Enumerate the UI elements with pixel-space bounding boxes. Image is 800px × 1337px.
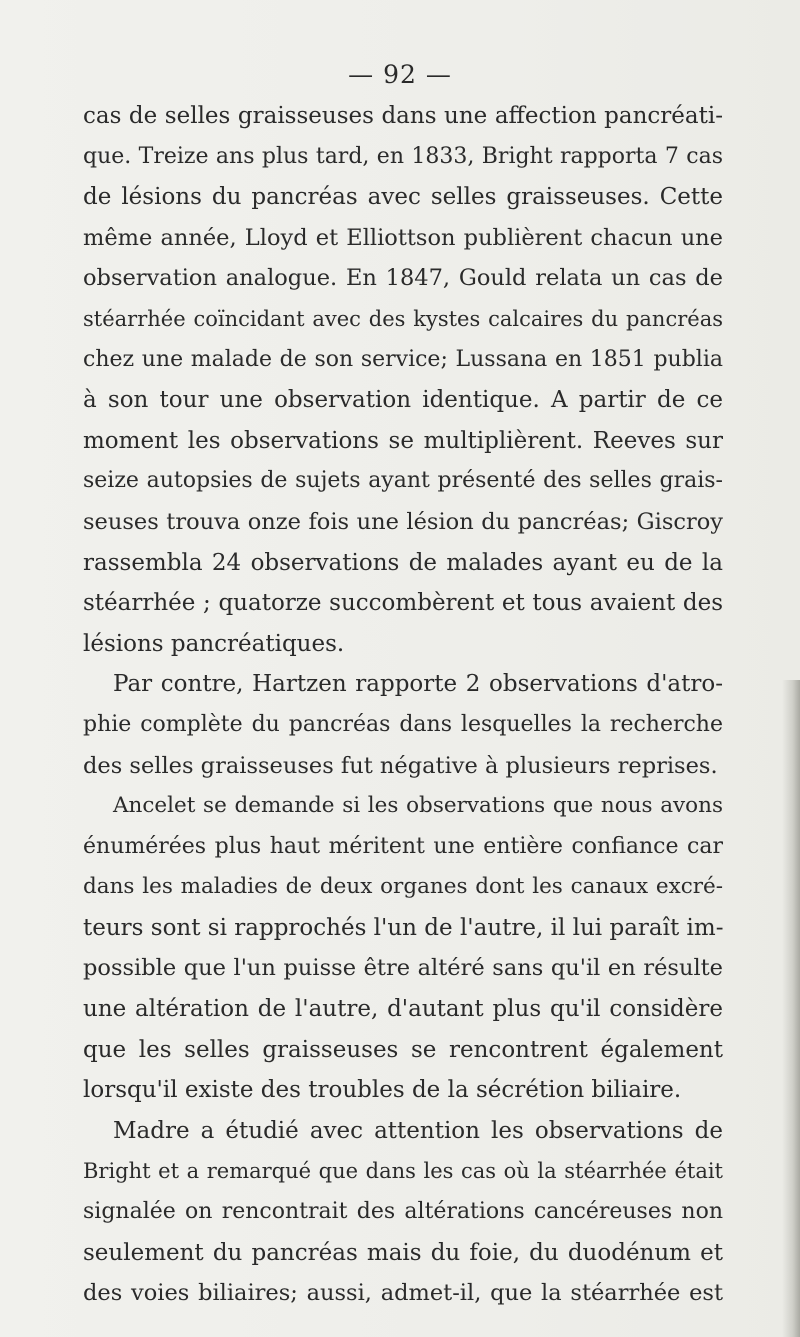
text-line: Par contre, Hartzen rapporte 2 observations d'atro-	[113, 671, 723, 698]
text-line: chez une malade de son service; Lussana en 1851 publia	[83, 346, 723, 372]
text-line: que. Treize ans plus tard, en 1833, Bright rapporta 7 cas	[83, 143, 723, 169]
text-line: que les selles graisseuses se rencontrent également	[83, 1036, 723, 1063]
text-line: moment les observations se multiplièrent. Reeves sur	[83, 427, 723, 454]
paragraph-1	[83, 96, 723, 664]
text-line: stéarrhée ; quatorze succombèrent et tous avaient des	[83, 590, 723, 617]
text-line: teurs sont si rapprochés l'un de l'autre, il lui paraît im-	[83, 914, 723, 941]
text-line: Madre a étudié avec attention les observations de	[113, 1117, 723, 1144]
text-line: dans les maladies de deux organes dont les canaux excré-	[83, 874, 723, 900]
text-line: des selles graisseuses fut négative à plusieurs reprises.	[83, 752, 718, 779]
text-line: stéarrhée coïncidant avec des kystes calcaires du pancréas	[83, 306, 723, 331]
text-line: phie complète du pancréas dans lesquelles la recherche	[83, 711, 723, 737]
page-number: — 92 —	[348, 60, 452, 89]
text-line: Bright et a remarqué que dans les cas où la stéarrhée était	[83, 1159, 723, 1184]
page-edge-shadow	[782, 680, 800, 1337]
paragraph-2	[83, 664, 723, 786]
paragraph-4	[83, 1111, 723, 1314]
text-line: rassembla 24 observations de malades ayant eu de la	[83, 549, 723, 576]
text-line: Ancelet se demande si les observations que nous avons	[113, 793, 723, 819]
text-line: seuses trouva onze fois une lésion du pancréas; Giscroy	[83, 508, 723, 535]
text-line: lorsqu'il existe des troubles de la sécrétion biliaire.	[83, 1077, 682, 1104]
text-line: lésions pancréatiques.	[83, 630, 345, 657]
text-line: signalée on rencontrait des altérations cancéreuses non	[83, 1199, 723, 1225]
text-line: une altération de l'autre, d'autant plus qu'il considère	[83, 996, 723, 1023]
text-line: des voies biliaires; aussi, admet-il, que la stéarrhée est	[83, 1280, 723, 1307]
text-line: à son tour une observation identique. A partir de ce	[83, 387, 723, 414]
paragraph-3	[83, 786, 723, 1111]
text-line: de lésions du pancréas avec selles graisseuses. Cette	[83, 184, 723, 211]
text-line: possible que l'un puisse être altéré sans qu'il en résulte	[83, 955, 723, 982]
text-line: seize autopsies de sujets ayant présenté des selles grais-	[83, 468, 723, 494]
text-line: énumérées plus haut méritent une entière confiance car	[83, 833, 723, 859]
body-text	[83, 96, 723, 1314]
text-line: observation analogue. En 1847, Gould relata un cas de	[83, 265, 723, 292]
text-line: même année, Lloyd et Elliottson publièrent chacun une	[83, 224, 723, 251]
text-line: seulement du pancréas mais du foie, du duodénum et	[83, 1239, 723, 1266]
text-line: cas de selles graisseuses dans une affection pancréati-	[83, 103, 723, 129]
